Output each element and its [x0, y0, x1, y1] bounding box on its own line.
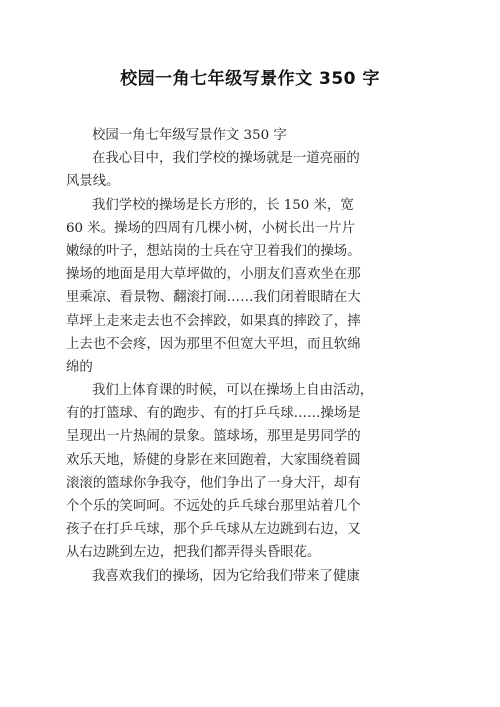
- text-line: 嫩绿的叶子，想站岗的士兵在守卫着我们的操场。: [66, 243, 361, 259]
- text-line: 我们上体育课的时候，可以在操场上自由活动，: [92, 383, 374, 399]
- text-line: 个个乐的笑呵呵。不远处的乒乓球台那里站着几个: [66, 499, 361, 514]
- text-line: 欢乐天地，矫健的身影在来回跑着，大家围绕着圆: [66, 452, 361, 468]
- text-line: 有的打篮球、有的跑步、有的打乒乓球……操场是: [66, 406, 361, 422]
- text-line: 从右边跳到左边，把我们都弄得头昏眼花。: [66, 545, 321, 561]
- text-line: 60 米。操场的四周有几棵小树，小树长出一片片: [66, 220, 356, 236]
- text-line: 校园一角七年级写景作文 350 字: [92, 128, 287, 143]
- text-line: 我喜欢我们的操场，因为它给我们带来了健康: [92, 568, 360, 584]
- text-line: 上去也不会疼，因为那里不但宽大平坦，而且软绵: [66, 336, 361, 352]
- text-line: 绵的: [66, 359, 93, 375]
- text-line: 呈现出一片热闹的景象。篮球场，那里是男同学的: [66, 429, 361, 445]
- text-line: 草坪上走来走去也不会摔跤，如果真的摔跤了，摔: [66, 313, 361, 329]
- text-line: 我们学校的操场是长方形的，长 150 米，宽: [92, 197, 354, 213]
- text-line: 孩子在打乒乓球，那个乒乓球从左边跳到右边，又: [66, 522, 361, 538]
- text-line: 里乘凉、看景物、翻滚打闹……我们闭着眼睛在大: [66, 290, 361, 306]
- document-body: [66, 124, 422, 588]
- text-line: 滚滚的篮球你争我夺，他们争出了一身大汗，却有: [66, 475, 361, 491]
- text-line: 在我心目中，我们学校的操场就是一道亮丽的: [92, 151, 360, 167]
- text-line: 风景线。: [66, 174, 120, 190]
- document-title: 校园一角七年级写景作文 350 字: [120, 69, 380, 89]
- text-line: 操场的地面是用大草坪做的，小朋友们喜欢坐在那: [66, 267, 361, 283]
